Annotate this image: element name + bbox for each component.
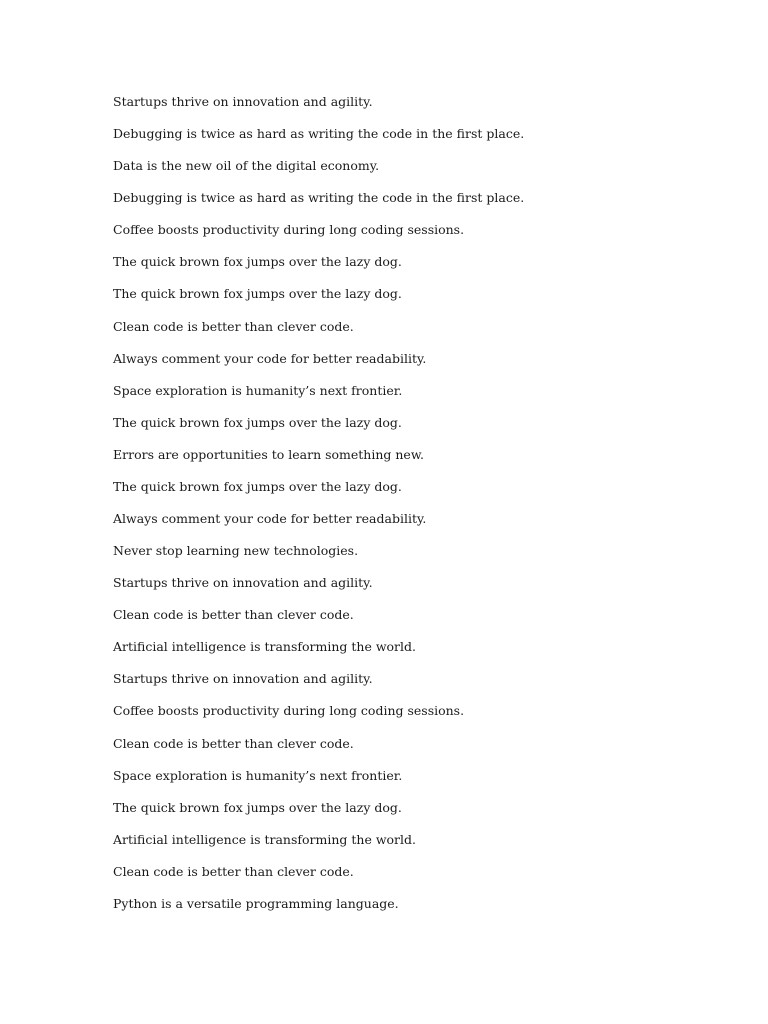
text-line: The quick brown fox jumps over the lazy dog. [113,254,402,270]
text-line: Data is the new oil of the digital economy. [113,158,380,174]
text-line: Always comment your code for better readability. [113,350,427,366]
text-line: Startups thrive on innovation and agility. [113,94,373,109]
text-line: Clean code is better than clever code. [113,318,354,334]
text-line: The quick brown fox jumps over the lazy dog. [113,478,402,494]
text-line: Coffee boosts productivity during long coding sessions. [113,703,465,719]
text-line: Errors are opportunities to learn something new. [113,446,425,462]
text-line: Clean code is better than clever code. [113,863,354,879]
text-line: Debugging is twice as hard as writing the code in the first place. [113,190,525,206]
text-line: Artificial intelligence is transforming the world. [113,639,416,655]
text-lines [113,93,713,927]
text-line: Python is a versatile programming language. [113,895,399,911]
text-line: Coffee boosts productivity during long coding sessions. [113,222,465,238]
text-line: Clean code is better than clever code. [113,607,354,623]
text-line: Startups thrive on innovation and agility. [113,671,373,687]
text-line: Debugging is twice as hard as writing the code in the first place. [113,126,525,142]
text-line: Space exploration is humanity’s next frontier. [113,382,403,398]
text-line: The quick brown fox jumps over the lazy dog. [113,286,402,302]
text-line: Artificial intelligence is transforming the world. [113,831,416,847]
text-line: Startups thrive on innovation and agility. [113,575,373,591]
text-line: Always comment your code for better readability. [113,511,427,527]
text-line: Never stop learning new technologies. [113,543,359,559]
text-line: The quick brown fox jumps over the lazy dog. [113,414,402,430]
text-line: The quick brown fox jumps over the lazy dog. [113,799,402,815]
text-line: Clean code is better than clever code. [113,735,354,751]
text-line: Space exploration is humanity’s next frontier. [113,767,403,783]
